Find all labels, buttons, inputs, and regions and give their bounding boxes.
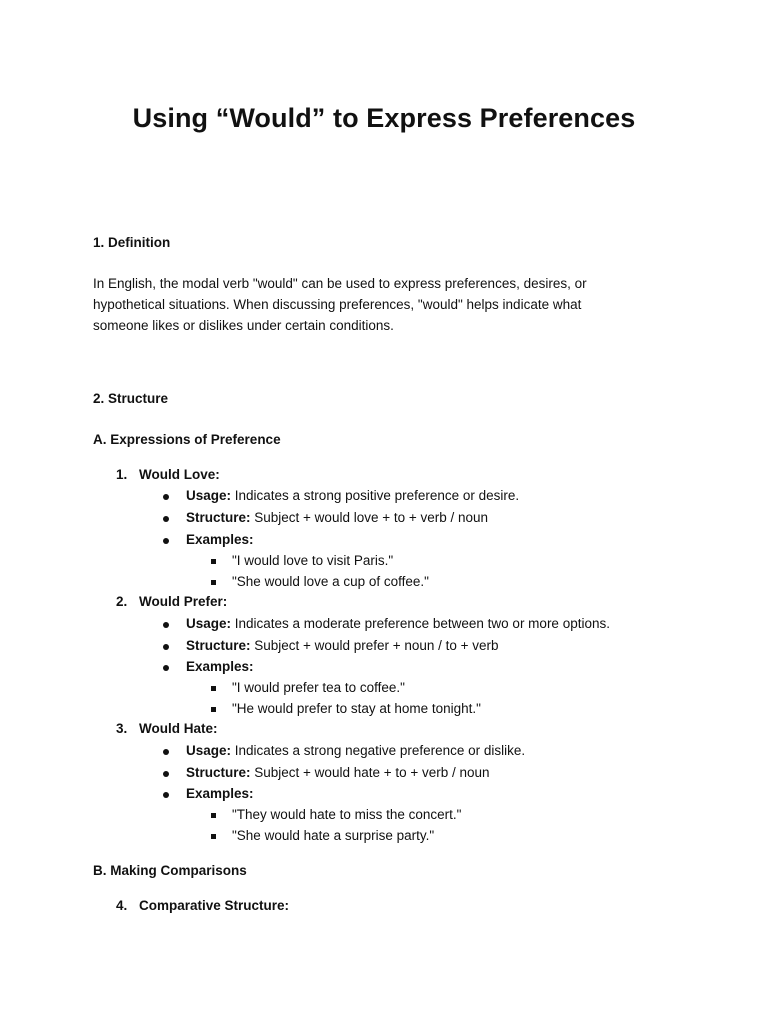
structure-heading: 2. Structure: [93, 391, 169, 406]
bullet-dot-icon: [163, 516, 169, 522]
example-text: "I would prefer tea to coffee.": [232, 680, 405, 695]
bullet-dot-icon: [163, 665, 169, 671]
example-text: "She would love a cup of coffee.": [232, 574, 429, 589]
bullet-square-icon: [211, 686, 216, 691]
bullet-dot-icon: [163, 622, 169, 628]
list-number: 3.: [116, 721, 128, 736]
list-number: 1.: [116, 467, 128, 482]
definition-paragraph: [93, 273, 683, 336]
list-item-title: Comparative Structure:: [139, 898, 290, 913]
list-number: 4.: [116, 898, 128, 913]
usage-text: Indicates a moderate preference between two or more options.: [231, 616, 610, 631]
bullet-dot-icon: [163, 644, 169, 650]
list-item-title: Would Hate:: [139, 721, 218, 736]
bullet-dot-icon: [163, 494, 169, 500]
bullet-dot-icon: [163, 749, 169, 755]
structure-text: Subject + would prefer + noun / to + verb: [250, 638, 499, 653]
bullet-dot-icon: [163, 771, 169, 777]
usage-label: Usage:: [186, 743, 232, 758]
structure-label: Structure:: [186, 765, 251, 780]
structure-text: Subject + would love + to + verb / noun: [250, 510, 489, 525]
bullet-square-icon: [211, 707, 216, 712]
bullet-square-icon: [211, 559, 216, 564]
section-b-heading: B. Making Comparisons: [93, 863, 247, 878]
examples-label: Examples:: [186, 532, 254, 547]
section-a-heading: A. Expressions of Preference: [93, 432, 281, 447]
example-text: "I would love to visit Paris.": [232, 553, 394, 568]
bullet-dot-icon: [163, 792, 169, 798]
definition-line: In English, the modal verb "would" can be used to express preferences, desires, or: [93, 276, 587, 291]
structure-label: Structure:: [186, 510, 251, 525]
list-item-title: Would Prefer:: [139, 594, 228, 609]
bullet-square-icon: [211, 813, 216, 818]
usage-label: Usage:: [186, 488, 232, 503]
bullet-dot-icon: [163, 538, 169, 544]
definition-heading: 1. Definition: [93, 235, 171, 250]
example-text: "They would hate to miss the concert.": [232, 807, 462, 822]
bullet-square-icon: [211, 580, 216, 585]
list-item-title: Would Love:: [139, 467, 220, 482]
list-number: 2.: [116, 594, 128, 609]
structure-text: Subject + would hate + to + verb / noun: [250, 765, 490, 780]
example-text: "He would prefer to stay at home tonight.": [232, 701, 481, 716]
page-title: Using “Would” to Express Preferences: [132, 103, 636, 133]
bullet-square-icon: [211, 834, 216, 839]
structure-label: Structure:: [186, 638, 251, 653]
usage-label: Usage:: [186, 616, 232, 631]
examples-label: Examples:: [186, 659, 254, 674]
definition-line: someone likes or dislikes under certain conditions.: [93, 318, 394, 333]
usage-text: Indicates a strong positive preference or desire.: [231, 488, 520, 503]
definition-line: hypothetical situations. When discussing preferences, "would" helps indicate what: [93, 297, 582, 312]
examples-label: Examples:: [186, 786, 254, 801]
usage-text: Indicates a strong negative preference or dislike.: [231, 743, 526, 758]
example-text: "She would hate a surprise party.": [232, 828, 435, 843]
